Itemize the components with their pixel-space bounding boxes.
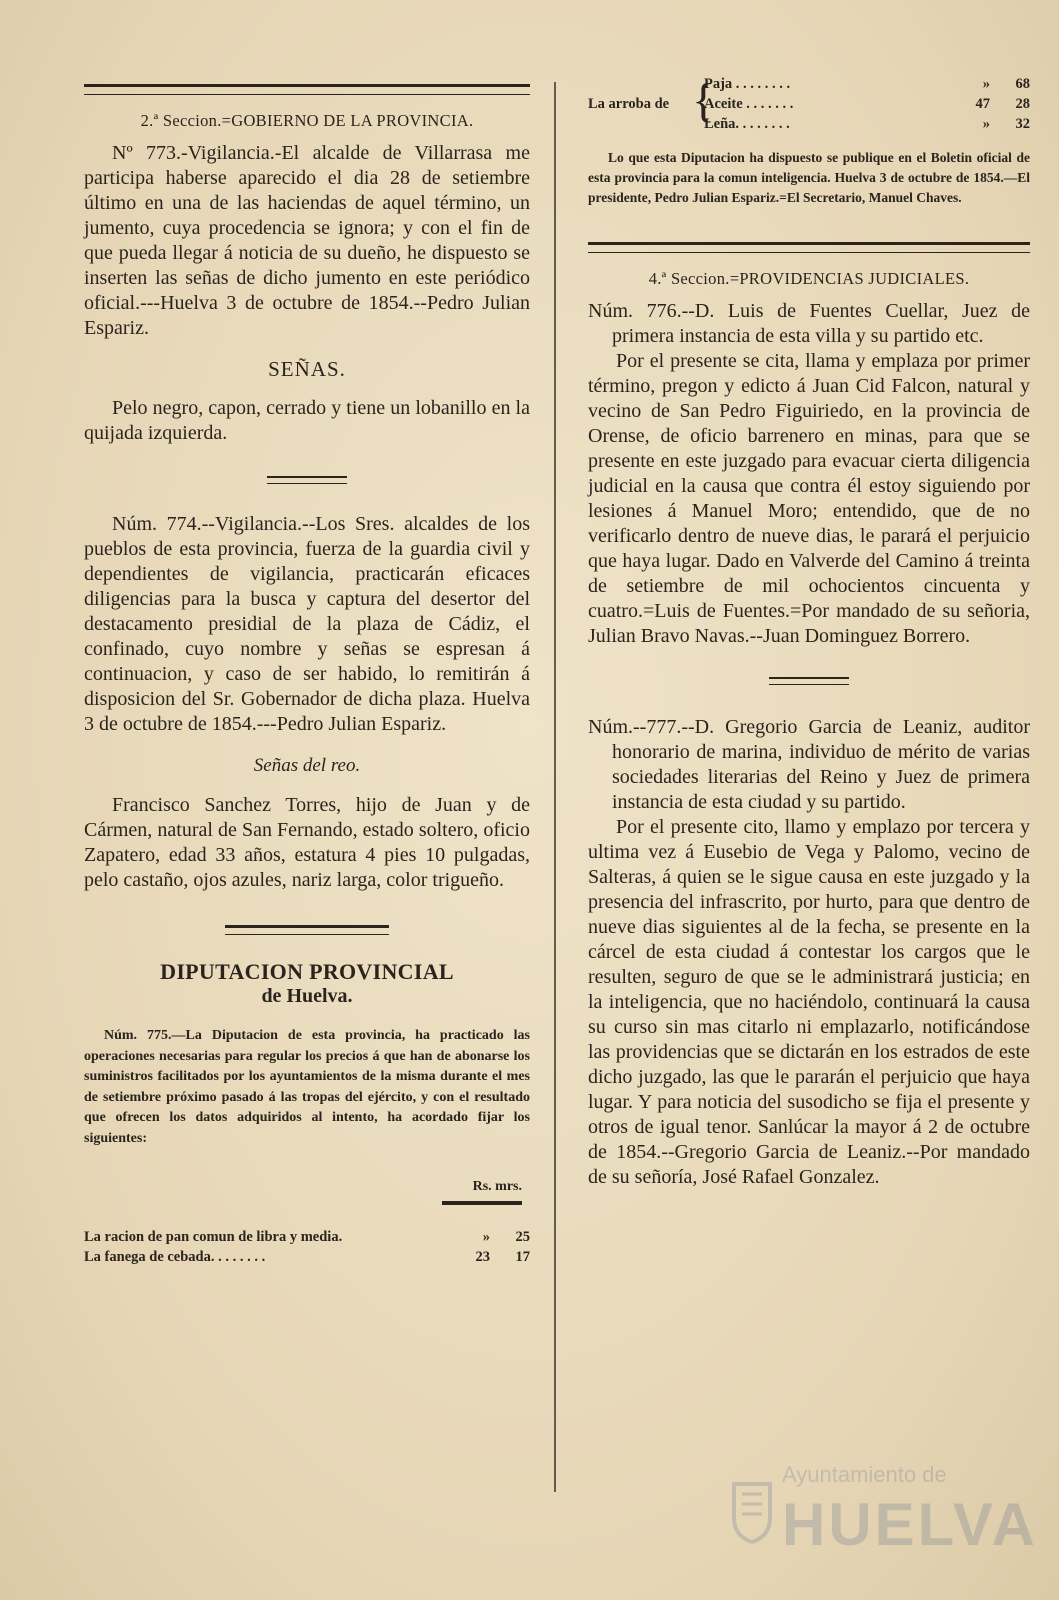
arroba-item: Aceite . . . . . . . 47 28 xyxy=(704,96,1030,112)
diputacion-subtitle: de Huelva. xyxy=(261,985,353,1007)
senas-reo-text: Francisco Sanchez Torres, hijo de Juan y de Cármen, natural de San Fernando, estado soltero, oficio Zapatero, edad 33 años, estatura 4 pies 10 pulgadas, pelo castaño, ojos azules, nariz larga, color trigueño. xyxy=(84,794,530,891)
senas-text: Pelo negro, capon, cerrado y tiene un lobanillo en la quijada izquierda. xyxy=(84,397,530,444)
price-rule xyxy=(442,1201,522,1205)
left-column xyxy=(84,84,530,1267)
notice-774: Núm. 774.--Vigilancia.--Los Sres. alcaldes de los pueblos de esta provincia, fuerza de la guardia civil y dependientes de vigilancia, practicarán eficaces diligencias para la busca y captura del desertor del destacamento presidial de la plaza de Cádiz, el confinado, cuyo nombre y señas se espresan á continuacion, y caso de ser habido, lo remitirán á disposicion del Sr. Gobernador de dicha plaza. Huelva 3 de octubre de 1854.---Pedro Julian Espariz. xyxy=(84,513,530,735)
arroba-label: La arroba de xyxy=(588,96,670,112)
diputacion-title: DIPUTACION PROVINCIAL xyxy=(160,959,454,984)
price-row: La racion de pan comun de libra y media. » 25 xyxy=(84,1229,530,1245)
notice-777-head: Núm.--777.--D. Gregorio Garcia de Leaniz, auditor honorario de marina, individuo de mérito de varias sociedades literarias del Reino y Juez de primera instancia de esta ciudad y su partido. xyxy=(588,716,1030,813)
shield-icon xyxy=(730,1480,774,1544)
arroba-item: Leña. . . . . . . . » 32 xyxy=(704,116,1030,132)
separator xyxy=(588,677,1030,685)
arroba-item: Paja . . . . . . . . » 68 xyxy=(704,76,1030,92)
column-divider xyxy=(554,82,556,1492)
separator xyxy=(84,476,530,484)
notice-776-body: Por el presente se cita, llama y emplaza por primer término, pregon y edicto á Juan Cid Falcon, natural y vecino de San Pedro Figuiriedo, en la provincia de Orense, de oficio barrenero en minas, para que se presente en este juzgado para evacuar cierta diligencia judicial en la causa que contra él estoy siguiendo por lesiones á Manuel Moro; entendido, que de no verificarlo dentro de nueve dias, le parará el perjuicio que haya lugar. Dado en Valverde del Camino á treinta de setiembre de mil ochocientos cincuenta y cuatro.=Luis de Fuentes.=Por mandado de su señoria, Julian Bravo Navas.--Juan Dominguez Borrero. xyxy=(588,350,1030,647)
top-rule xyxy=(84,84,530,95)
watermark-line1: Ayuntamiento de xyxy=(782,1462,947,1487)
notice-775: Núm. 775.—La Diputacion de esta provincia, ha practicado las operaciones necesarias para regular los precios á que han de abonarse los suministros facilitados por los ayuntamientos de la misma durante el mes de setiembre próximo pasado á las tropas del ejército, y con el resultado que ofrecen los datos adquiridos al intento, ha acordado fijar los siguientes: xyxy=(84,1028,530,1146)
senas-reo-title: Señas del reo. xyxy=(253,755,361,776)
watermark-line2: HUELVA xyxy=(782,1491,1038,1558)
section-header-providencias: 4.ª Seccion.=PROVIDENCIAS JUDICIALES. xyxy=(648,269,970,288)
diputacion-note: Lo que esta Diputacion ha dispuesto se publique en el Boletin oficial de esta provincia para la comun inteligencia. Huelva 3 de octubre de 1854.—El presidente, Pedro Julian Espariz.=El Secretario, Manuel Chaves. xyxy=(588,150,1030,205)
separator xyxy=(84,925,530,935)
ayuntamiento-watermark xyxy=(730,1462,1038,1572)
notice-777-body: Por el presente cito, llamo y emplazo por tercera y ultima vez á Eusebio de Vega y Palomo, vecino de Salteras, á quien se le sigue causa en este juzgado y la presencia del infrascrito, por hurto, para que dentro de nueve dias siguientes al de la fecha, se presente en la cárcel de esta ciudad á contestar los cargos que le resulten, seguro de que se le administrará justicia; en la inteligencia, que no haciéndolo, continuará la causa su curso sin mas citarlo ni emplazarlo, notificándose las providencias que se dictarán en los estrados de este dicho juzgado, las que le pararán el perjuicio que haya lugar. Y para noticia del susodicho se fija el presente y otros de igual tenor. Sanlúcar la mayor á 2 de octubre de 1854.--Gregorio Garcia de Leaniz.--Por mandado de su señoría, José Rafael Gonzalez. xyxy=(588,816,1030,1188)
brace: { xyxy=(692,74,716,127)
notice-773: Nº 773.-Vigilancia.-El alcalde de Villarrasa me participa haberse aparecido el dia 28 de setiembre último en una de las haciendas de aquel término, un jumento, cuya procedencia se ignora; y con el fin de que pueda llegar á noticia de su dueño, he dispuesto se inserten las señas de dicho jumento en este periódico oficial.---Huelva 3 de octubre de 1854.--Pedro Julian Espariz. xyxy=(84,142,530,339)
price-table xyxy=(84,1227,530,1267)
arroba-table xyxy=(588,74,1030,134)
arroba-items xyxy=(704,74,1030,134)
price-row: La fanega de cebada. . . . . . . . 23 17 xyxy=(84,1249,530,1265)
price-header: Rs. mrs. xyxy=(472,1179,522,1194)
right-column xyxy=(588,74,1030,1190)
section-rule xyxy=(588,242,1030,253)
notice-776-head: Núm. 776.--D. Luis de Fuentes Cuellar, Juez de primera instancia de esta villa y su partido etc. xyxy=(588,300,1030,347)
section-header-gobierno: 2.ª Seccion.=GOBIERNO DE LA PROVINCIA. xyxy=(140,111,474,130)
senas-title: SEÑAS. xyxy=(268,357,346,381)
